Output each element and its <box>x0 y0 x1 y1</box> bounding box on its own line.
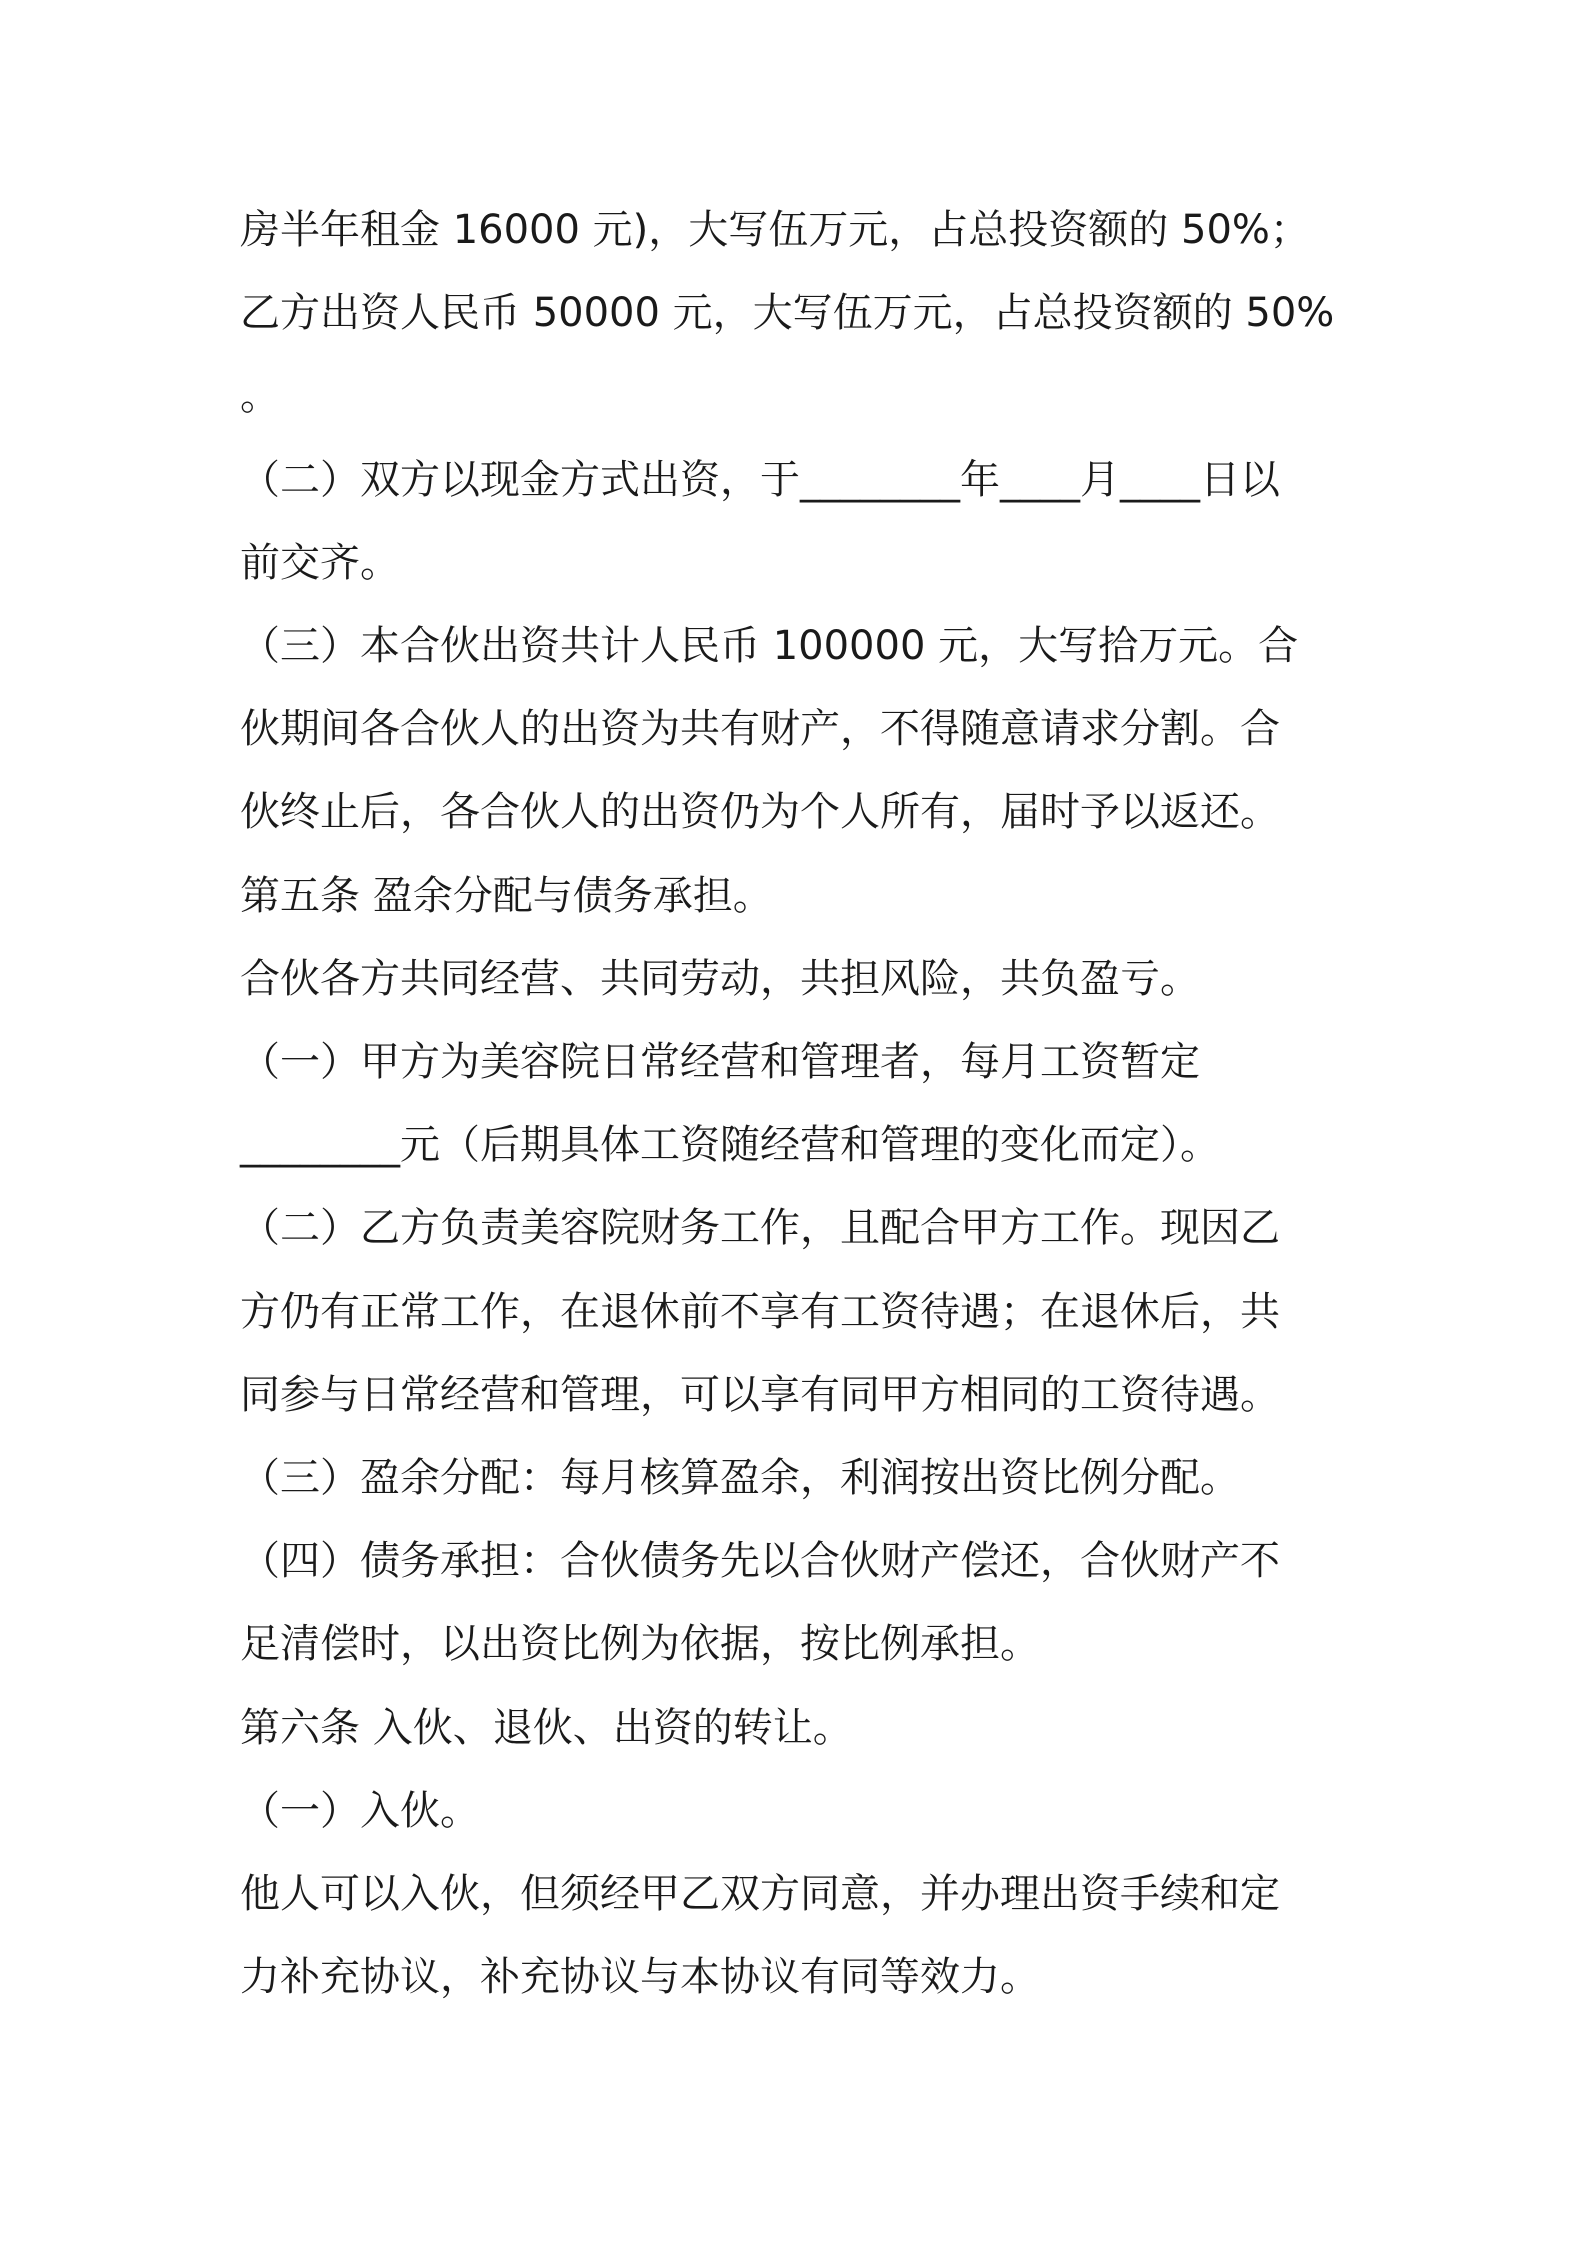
text-line-16: （三）盈余分配：每月核算盈余，利润按出资比例分配。 <box>240 1455 1240 1501</box>
text-line-8: 伙终止后，各合伙人的出资仍为个人所有，届时予以返还。 <box>240 789 1280 835</box>
text-line-6: （三）本合伙出资共计人民币 100000 元，大写拾万元。合 <box>240 623 1299 669</box>
text-line-22: 力补充协议，补充协议与本协议有同等效力。 <box>240 1954 1040 2000</box>
text-line-19: 第六条 入伙、退伙、出资的转让。 <box>240 1705 853 1751</box>
text-line-2: 乙方出资人民币 50000 元，大写伍万元，占总投资额的 50% <box>240 290 1335 336</box>
text-line-20: （一）入伙。 <box>240 1788 480 1834</box>
text-line-15: 同参与日常经营和管理，可以享有同甲方相同的工资待遇。 <box>240 1372 1280 1418</box>
text-line-5: 前交齐。 <box>240 540 400 586</box>
text-line-12: ________元（后期具体工资随经营和管理的变化而定）。 <box>240 1122 1220 1168</box>
text-line-14: 方仍有正常工作，在退休前不享有工资待遇；在退休后，共 <box>240 1289 1280 1335</box>
text-line-10: 合伙各方共同经营、共同劳动，共担风险，共负盈亏。 <box>240 956 1200 1002</box>
text-line-9: 第五条 盈余分配与债务承担。 <box>240 873 773 919</box>
text-line-13: （二）乙方负责美容院财务工作，且配合甲方工作。现因乙 <box>240 1205 1280 1251</box>
text-line-11: （一）甲方为美容院日常经营和管理者，每月工资暂定 <box>240 1039 1200 1085</box>
text-line-4: （二）双方以现金方式出资，于________年____月____日以 <box>240 457 1280 503</box>
text-line-18: 足清偿时，以出资比例为依据，按比例承担。 <box>240 1621 1040 1667</box>
text-line-7: 伙期间各合伙人的出资为共有财产，不得随意请求分割。合 <box>240 706 1280 752</box>
text-line-3: 。 <box>240 373 280 419</box>
text-line-17: （四）债务承担：合伙债务先以合伙财产偿还，合伙财产不 <box>240 1538 1280 1584</box>
text-line-21: 他人可以入伙，但须经甲乙双方同意，并办理出资手续和定 <box>240 1871 1280 1917</box>
text-line-1: 房半年租金 16000 元)，大写伍万元，占总投资额的 50%； <box>240 207 1310 253</box>
